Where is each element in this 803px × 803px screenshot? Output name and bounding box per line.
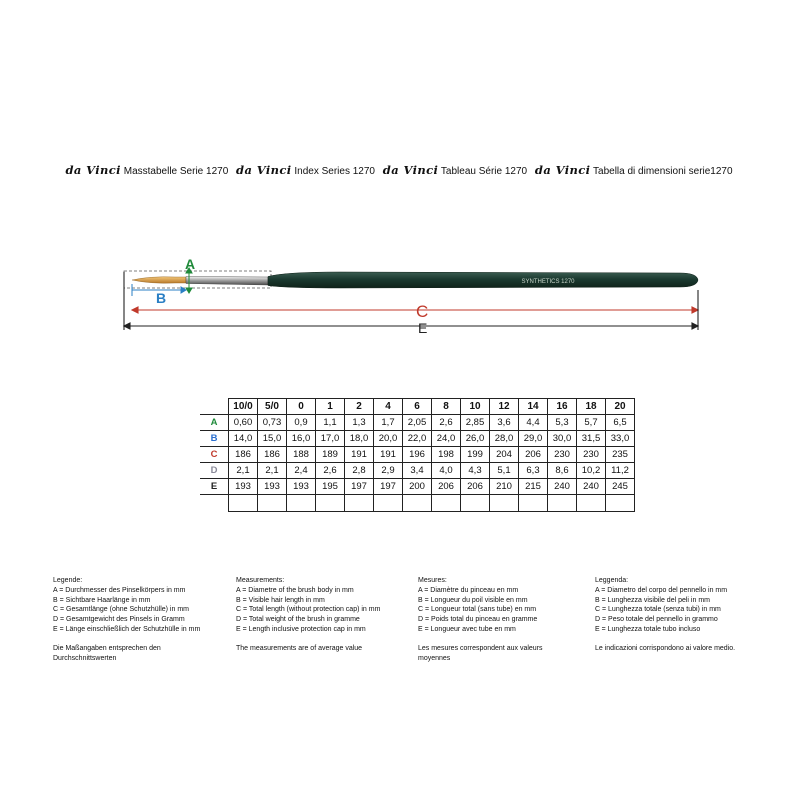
table-cell: 22,0 xyxy=(403,431,432,447)
table-cell: 15,0 xyxy=(258,431,287,447)
table-cell: 20,0 xyxy=(374,431,403,447)
table-cell-empty xyxy=(258,495,287,512)
table-cell: 18,0 xyxy=(345,431,374,447)
table-cell: 26,0 xyxy=(461,431,490,447)
table-cell: 193 xyxy=(258,479,287,495)
table-cell: 0,9 xyxy=(287,415,316,431)
table-cell: 191 xyxy=(374,447,403,463)
table-cell: 28,0 xyxy=(490,431,519,447)
legend-note-line: Die Maßangaben entsprechen den xyxy=(53,644,161,652)
table-cell: 206 xyxy=(432,479,461,495)
table-cell: 14,0 xyxy=(229,431,258,447)
table-cell: 31,5 xyxy=(577,431,606,447)
column-header: 14 xyxy=(519,399,548,415)
legend-english xyxy=(236,576,380,654)
table-cell: 199 xyxy=(461,447,490,463)
table-cell-empty xyxy=(490,495,519,512)
table-cell: 206 xyxy=(461,479,490,495)
legend-italian xyxy=(595,576,735,654)
header-title-de: Masstabelle Serie 1270 xyxy=(123,166,229,177)
table-cell: 6,3 xyxy=(519,463,548,479)
column-header: 20 xyxy=(606,399,635,415)
legend-line: B = Sichtbare Haarlänge in mm xyxy=(53,596,151,604)
table-cell: 2,9 xyxy=(374,463,403,479)
table-cell: 235 xyxy=(606,447,635,463)
table-cell: 186 xyxy=(258,447,287,463)
table-cell-empty xyxy=(432,495,461,512)
table-cell: 5,7 xyxy=(577,415,606,431)
legend-note xyxy=(595,644,735,654)
row-label: E xyxy=(200,479,229,495)
legend-line: B = Lunghezza visibile del peli in mm xyxy=(595,596,710,604)
table-cell: 188 xyxy=(287,447,316,463)
table-cell-empty xyxy=(200,495,229,512)
row-label: C xyxy=(200,447,229,463)
column-header: 18 xyxy=(577,399,606,415)
header-title-en: Index Series 1270 xyxy=(294,166,375,177)
table-cell: 197 xyxy=(345,479,374,495)
dimension-e-label: E xyxy=(418,320,428,336)
column-header: 6 xyxy=(403,399,432,415)
table-cell: 4,0 xyxy=(432,463,461,479)
brush-hair xyxy=(132,277,186,283)
legend-note-line: Les mesures correspondent aux valeurs xyxy=(418,644,543,652)
table-cell: 245 xyxy=(606,479,635,495)
dimension-c-label: C xyxy=(416,302,429,321)
legend-line: C = Gesamtlänge (ohne Schutzhülle) in mm xyxy=(53,606,189,614)
table-cell: 4,4 xyxy=(519,415,548,431)
table-cell: 189 xyxy=(316,447,345,463)
table-cell: 206 xyxy=(519,447,548,463)
dimension-table xyxy=(200,398,635,512)
table-row xyxy=(200,463,635,479)
legend-line: A = Diametro del corpo del pennello in mm xyxy=(595,586,728,594)
table-cell: 33,0 xyxy=(606,431,635,447)
legend-title: Mesures: xyxy=(418,577,447,584)
table-cell-empty xyxy=(461,495,490,512)
table-corner xyxy=(200,399,229,415)
table-cell-empty xyxy=(403,495,432,512)
column-header: 10 xyxy=(461,399,490,415)
table-cell: 198 xyxy=(432,447,461,463)
column-header: 2 xyxy=(345,399,374,415)
table-cell: 1,1 xyxy=(316,415,345,431)
table-cell: 1,7 xyxy=(374,415,403,431)
dimension-a-label: A xyxy=(185,256,196,272)
table-cell: 210 xyxy=(490,479,519,495)
table-cell: 10,2 xyxy=(577,463,606,479)
table-cell: 191 xyxy=(345,447,374,463)
legend-line: E = Lunghezza totale tubo incluso xyxy=(595,625,701,633)
legend-line: D = Gesamtgewicht des Pinsels in Gramm xyxy=(53,616,185,624)
table-cell: 2,85 xyxy=(461,415,490,431)
legend-line: C = Lunghezza totale (senza tubi) in mm xyxy=(595,606,721,614)
brand-logo: da Vinci xyxy=(534,163,591,177)
table-cell: 8,6 xyxy=(548,463,577,479)
dimension-b-label: B xyxy=(156,290,167,306)
table-cell: 2,6 xyxy=(316,463,345,479)
brand-logo: da Vinci xyxy=(382,163,439,177)
table-row xyxy=(200,431,635,447)
table-cell-empty xyxy=(345,495,374,512)
header-title-fr: Tableau Série 1270 xyxy=(440,166,528,177)
dimension-c xyxy=(132,307,698,313)
table-cell: 6,5 xyxy=(606,415,635,431)
table-cell: 240 xyxy=(577,479,606,495)
table-cell: 2,05 xyxy=(403,415,432,431)
table-cell-empty xyxy=(519,495,548,512)
legend-french xyxy=(418,576,543,663)
table-cell: 2,8 xyxy=(345,463,374,479)
table-cell: 196 xyxy=(403,447,432,463)
legend-line: D = Total weight of the brush in gramme xyxy=(236,616,360,624)
row-label: D xyxy=(200,463,229,479)
table-cell: 2,1 xyxy=(229,463,258,479)
table-cell: 1,3 xyxy=(345,415,374,431)
table-cell: 5,1 xyxy=(490,463,519,479)
legend-title: Legende: xyxy=(53,577,83,584)
table-cell-empty xyxy=(374,495,403,512)
table-cell-empty xyxy=(287,495,316,512)
legend-note xyxy=(236,644,380,654)
legend-line: C = Total length (without protection cap) in mm xyxy=(236,606,381,614)
table-cell-empty xyxy=(606,495,635,512)
table-cell: 193 xyxy=(287,479,316,495)
table-cell-empty xyxy=(577,495,606,512)
table-cell: 3,6 xyxy=(490,415,519,431)
legend-note-line: Durchschnittswerten xyxy=(53,654,117,662)
table-cell: 204 xyxy=(490,447,519,463)
legend-note xyxy=(53,644,200,664)
legend-line: C = Longueur total (sans tube) en mm xyxy=(418,606,537,614)
legend-line: A = Diamètre du pinceau en mm xyxy=(418,586,519,594)
legend-title: Leggenda: xyxy=(595,577,629,584)
column-header: 10/0 xyxy=(229,399,258,415)
table-cell: 195 xyxy=(316,479,345,495)
table-cell: 17,0 xyxy=(316,431,345,447)
brush-ferrule xyxy=(186,277,268,286)
table-row xyxy=(200,447,635,463)
column-header: 5/0 xyxy=(258,399,287,415)
row-label: A xyxy=(200,415,229,431)
table-cell: 0,73 xyxy=(258,415,287,431)
table-row-empty xyxy=(200,495,635,512)
legend-line: A = Diametre of the brush body in mm xyxy=(236,586,354,594)
table-row xyxy=(200,479,635,495)
table-cell: 230 xyxy=(548,447,577,463)
table-cell-empty xyxy=(316,495,345,512)
legend-line: B = Longueur du poil visible en mm xyxy=(418,596,528,604)
column-header: 4 xyxy=(374,399,403,415)
table-cell: 16,0 xyxy=(287,431,316,447)
legend-note-line: The measurements are of average value xyxy=(236,644,363,652)
column-header: 12 xyxy=(490,399,519,415)
legend-note-line: Le indicazioni corrispondono ai valore medio. xyxy=(595,644,736,652)
table-cell: 197 xyxy=(374,479,403,495)
legend-line: E = Length inclusive protection cap in mm xyxy=(236,625,366,633)
table-cell-empty xyxy=(548,495,577,512)
table-cell: 4,3 xyxy=(461,463,490,479)
table-cell: 230 xyxy=(577,447,606,463)
table-cell: 2,4 xyxy=(287,463,316,479)
table-cell: 2,6 xyxy=(432,415,461,431)
table-cell: 215 xyxy=(519,479,548,495)
table-cell: 30,0 xyxy=(548,431,577,447)
table-cell: 3,4 xyxy=(403,463,432,479)
brush-handle xyxy=(268,272,698,288)
legend-note-line: moyennes xyxy=(418,654,451,662)
table-row xyxy=(200,415,635,431)
table-cell: 240 xyxy=(548,479,577,495)
table-header-row xyxy=(200,399,635,415)
row-label: B xyxy=(200,431,229,447)
table-cell: 0,60 xyxy=(229,415,258,431)
table-cell: 29,0 xyxy=(519,431,548,447)
column-header: 1 xyxy=(316,399,345,415)
handle-imprint: SYNTHETICS 1270 xyxy=(521,279,575,285)
table-cell: 186 xyxy=(229,447,258,463)
header-title-it: Tabella di dimensioni serie1270 xyxy=(593,166,733,177)
legend-title: Measurements: xyxy=(236,577,285,584)
column-header: 0 xyxy=(287,399,316,415)
legend-line: E = Länge einschließlich der Schutzhülle in mm xyxy=(53,625,201,633)
brand-logo: da Vinci xyxy=(65,163,121,177)
legend-german xyxy=(53,576,200,663)
legend-line: E = Longueur avec tube en mm xyxy=(418,625,516,633)
legend-note xyxy=(418,644,543,664)
table-cell: 5,3 xyxy=(548,415,577,431)
column-header: 16 xyxy=(548,399,577,415)
table-cell: 2,1 xyxy=(258,463,287,479)
table-cell: 11,2 xyxy=(606,463,635,479)
legend-line: D = Poids total du pinceau en gramme xyxy=(418,616,538,624)
table-cell: 200 xyxy=(403,479,432,495)
legend-line: D = Peso totale del pennello in grammo xyxy=(595,616,718,624)
column-header: 8 xyxy=(432,399,461,415)
brand-logo: da Vinci xyxy=(236,163,292,177)
table-cell-empty xyxy=(229,495,258,512)
legend-line: B = Visible hair length in mm xyxy=(236,596,325,604)
table-cell: 193 xyxy=(229,479,258,495)
legend-line: A = Durchmesser des Pinselkörpers in mm xyxy=(53,586,186,594)
table-cell: 24,0 xyxy=(432,431,461,447)
